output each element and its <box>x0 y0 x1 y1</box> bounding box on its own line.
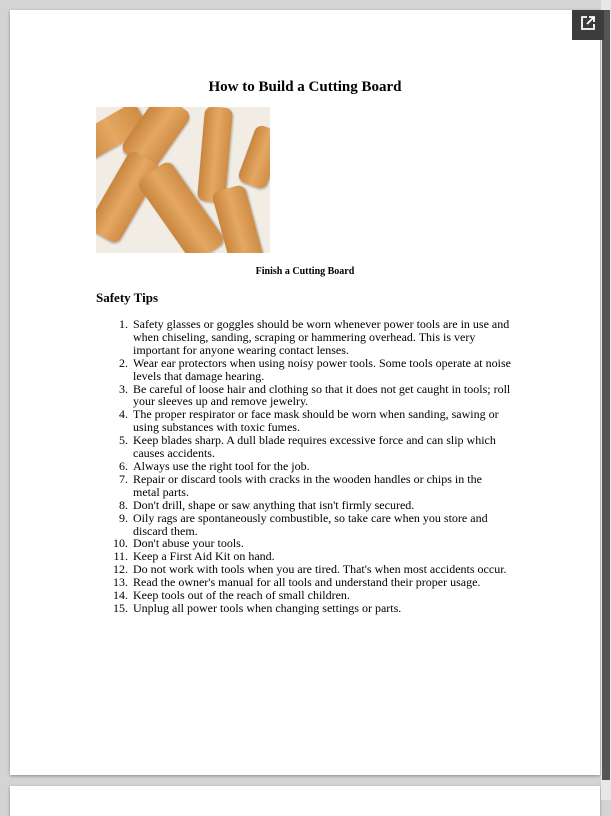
document-page <box>10 10 600 775</box>
list-item: 5. Keep blades sharp. A dull blade requires excessive force and can slip which causes accidents. <box>131 434 511 460</box>
list-item: 12. Do not work with tools when you are tired. That's when most accidents occur. <box>131 563 511 576</box>
list-item: 8. Don't drill, shape or saw anything that isn't firmly secured. <box>131 499 511 512</box>
list-item: 10. Don't abuse your tools. <box>131 537 511 550</box>
list-item: 2. Wear ear protectors when using noisy power tools. Some tools operate at noise levels that damage hearing. <box>131 357 511 383</box>
list-item: 3. Be careful of loose hair and clothing so that it does not get caught in tools; roll your sleeves up and remove jewelry. <box>131 383 511 409</box>
list-item: 6. Always use the right tool for the job. <box>131 460 511 473</box>
page-title: How to Build a Cutting Board <box>208 79 402 95</box>
list-item: 1. Safety glasses or goggles should be worn whenever power tools are in use and when chiseling, sanding, scraping or hammering overhead. This is very important for anyone wearing contact lenses. <box>131 318 511 357</box>
scrollbar-thumb[interactable] <box>602 10 610 780</box>
list-item: 9. Oily rags are spontaneously combustible, so take care when you store and discard them. <box>131 512 511 538</box>
section-heading: Safety Tips <box>96 290 159 305</box>
list-item: 4. The proper respirator or face mask should be worn when sanding, sawing or using substances with toxic fumes. <box>131 408 511 434</box>
next-page <box>10 786 600 816</box>
list-item: 7. Repair or discard tools with cracks in the wooden handles or chips in the metal parts. <box>131 473 511 499</box>
list-item: 15. Unplug all power tools when changing settings or parts. <box>131 602 511 615</box>
list-item: 13. Read the owner's manual for all tools and understand their proper usage. <box>131 576 511 589</box>
cutting-boards-image <box>96 107 270 253</box>
scrollbar[interactable] <box>601 0 611 800</box>
image-caption: Finish a Cutting Board <box>255 266 355 277</box>
list-item: 11. Keep a First Aid Kit on hand. <box>131 550 511 563</box>
open-in-new-window-icon <box>580 15 596 36</box>
list-item: 14. Keep tools out of the reach of small children. <box>131 589 511 602</box>
popout-button[interactable] <box>572 10 604 40</box>
safety-tips-list <box>96 318 511 615</box>
